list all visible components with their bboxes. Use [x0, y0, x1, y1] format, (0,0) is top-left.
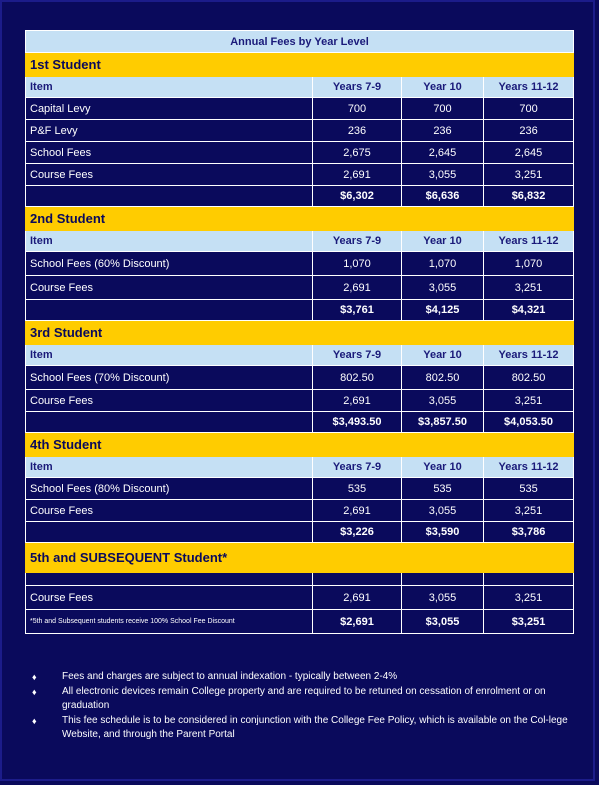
- list-item: [30, 670, 570, 684]
- column-header: Years 11-12: [484, 345, 574, 366]
- column-header: Years 7-9: [313, 77, 402, 98]
- value-cell: 3,055: [402, 586, 484, 610]
- column-header: Item: [26, 231, 313, 252]
- value-cell: 802.50: [313, 366, 402, 390]
- value-cell: 236: [402, 120, 484, 142]
- value-cell: 2,691: [313, 390, 402, 412]
- total-cell: $3,786: [484, 522, 574, 543]
- column-header: Item: [26, 77, 313, 98]
- table-row: [26, 252, 574, 276]
- section-heading-row: [26, 207, 574, 231]
- empty-cell: [26, 522, 313, 543]
- footnote: *5th and Subsequent students receive 100% School Fee Discount: [26, 610, 313, 634]
- column-header: Years 11-12: [484, 77, 574, 98]
- column-header: Years 11-12: [484, 457, 574, 478]
- empty-cell: [402, 573, 484, 586]
- value-cell: 1,070: [402, 252, 484, 276]
- value-cell: 802.50: [484, 366, 574, 390]
- column-header: Years 11-12: [484, 231, 574, 252]
- value-cell: 1,070: [313, 252, 402, 276]
- value-cell: 700: [402, 98, 484, 120]
- value-cell: 3,251: [484, 276, 574, 300]
- value-cell: 3,055: [402, 390, 484, 412]
- table-title: Annual Fees by Year Level: [26, 31, 574, 53]
- value-cell: 3,055: [402, 500, 484, 522]
- column-header-row: [26, 231, 574, 252]
- column-header: Year 10: [402, 457, 484, 478]
- value-cell: 236: [484, 120, 574, 142]
- section-heading: 2nd Student: [26, 207, 574, 231]
- item-cell: School Fees (80% Discount): [26, 478, 313, 500]
- value-cell: 535: [313, 478, 402, 500]
- total-row: [26, 412, 574, 433]
- item-cell: Course Fees: [26, 500, 313, 522]
- value-cell: 3,251: [484, 390, 574, 412]
- total-cell: $3,857.50: [402, 412, 484, 433]
- section-heading-row: [26, 433, 574, 457]
- total-cell: $4,321: [484, 300, 574, 321]
- item-cell: Course Fees: [26, 276, 313, 300]
- value-cell: 2,645: [484, 142, 574, 164]
- value-cell: 3,055: [402, 276, 484, 300]
- table-row: [26, 366, 574, 390]
- note-text: This fee schedule is to be considered in conjunction with the College Fee Policy, which is available on the Col-lege Website, and through the Parent Portal: [62, 715, 568, 740]
- section-heading: 1st Student: [26, 53, 574, 77]
- column-header: Year 10: [402, 345, 484, 366]
- total-cell: $4,053.50: [484, 412, 574, 433]
- total-cell: $3,493.50: [313, 412, 402, 433]
- value-cell: 236: [313, 120, 402, 142]
- note-text: All electronic devices remain College property and are required to be retuned on cessation of enrolment or on graduation: [62, 686, 546, 711]
- item-cell: School Fees (60% Discount): [26, 252, 313, 276]
- list-item: [30, 714, 570, 742]
- diamond-bullet-icon: ♦: [32, 687, 37, 697]
- item-cell: School Fees: [26, 142, 313, 164]
- value-cell: 2,691: [313, 586, 402, 610]
- fees-table: [25, 30, 574, 634]
- diamond-bullet-icon: ♦: [32, 672, 37, 682]
- empty-cell: [484, 573, 574, 586]
- section-heading-row: [26, 543, 574, 573]
- table-row: [26, 390, 574, 412]
- total-cell: $3,251: [484, 610, 574, 634]
- value-cell: 3,055: [402, 164, 484, 186]
- value-cell: 535: [484, 478, 574, 500]
- column-header: Item: [26, 457, 313, 478]
- value-cell: 2,691: [313, 164, 402, 186]
- value-cell: 700: [484, 98, 574, 120]
- item-cell: Course Fees: [26, 390, 313, 412]
- item-cell: School Fees (70% Discount): [26, 366, 313, 390]
- table-row: [26, 98, 574, 120]
- value-cell: 3,251: [484, 164, 574, 186]
- total-cell: $6,832: [484, 186, 574, 207]
- table-row: [26, 142, 574, 164]
- total-row: [26, 186, 574, 207]
- table-row: [26, 164, 574, 186]
- table-row: [26, 120, 574, 142]
- table-row: [26, 276, 574, 300]
- empty-cell: [26, 300, 313, 321]
- spacer-row: [26, 573, 574, 586]
- item-cell: Course Fees: [26, 164, 313, 186]
- section-heading-row: [26, 321, 574, 345]
- value-cell: 2,645: [402, 142, 484, 164]
- value-cell: 3,251: [484, 500, 574, 522]
- value-cell: 2,675: [313, 142, 402, 164]
- value-cell: 802.50: [402, 366, 484, 390]
- item-cell: Course Fees: [26, 586, 313, 610]
- column-header: Years 7-9: [313, 345, 402, 366]
- value-cell: 700: [313, 98, 402, 120]
- column-header: Years 7-9: [313, 457, 402, 478]
- total-cell: $3,226: [313, 522, 402, 543]
- table-row: [26, 478, 574, 500]
- table-row: [26, 500, 574, 522]
- column-header: Item: [26, 345, 313, 366]
- column-header-row: [26, 77, 574, 98]
- total-cell: $3,055: [402, 610, 484, 634]
- empty-cell: [313, 573, 402, 586]
- total-cell: $2,691: [313, 610, 402, 634]
- table-title-row: [26, 31, 574, 53]
- diamond-bullet-icon: ♦: [32, 716, 37, 726]
- column-header: Years 7-9: [313, 231, 402, 252]
- section-heading: 4th Student: [26, 433, 574, 457]
- column-header-row: [26, 345, 574, 366]
- item-cell: P&F Levy: [26, 120, 313, 142]
- notes-list: [30, 670, 570, 743]
- column-header: Year 10: [402, 231, 484, 252]
- item-cell: Capital Levy: [26, 98, 313, 120]
- note-text: Fees and charges are subject to annual indexation - typically between 2-4%: [62, 671, 398, 682]
- table-row: [26, 586, 574, 610]
- empty-cell: [26, 573, 313, 586]
- column-header-row: [26, 457, 574, 478]
- value-cell: 2,691: [313, 276, 402, 300]
- total-row: [26, 610, 574, 634]
- total-cell: $3,590: [402, 522, 484, 543]
- total-cell: $4,125: [402, 300, 484, 321]
- section-heading: 5th and SUBSEQUENT Student*: [26, 543, 574, 573]
- section-heading: 3rd Student: [26, 321, 574, 345]
- total-row: [26, 300, 574, 321]
- total-cell: $3,761: [313, 300, 402, 321]
- total-row: [26, 522, 574, 543]
- list-item: [30, 685, 570, 713]
- total-cell: $6,302: [313, 186, 402, 207]
- column-header: Year 10: [402, 77, 484, 98]
- empty-cell: [26, 186, 313, 207]
- value-cell: 3,251: [484, 586, 574, 610]
- total-cell: $6,636: [402, 186, 484, 207]
- value-cell: 535: [402, 478, 484, 500]
- section-heading-row: [26, 53, 574, 77]
- empty-cell: [26, 412, 313, 433]
- value-cell: 1,070: [484, 252, 574, 276]
- value-cell: 2,691: [313, 500, 402, 522]
